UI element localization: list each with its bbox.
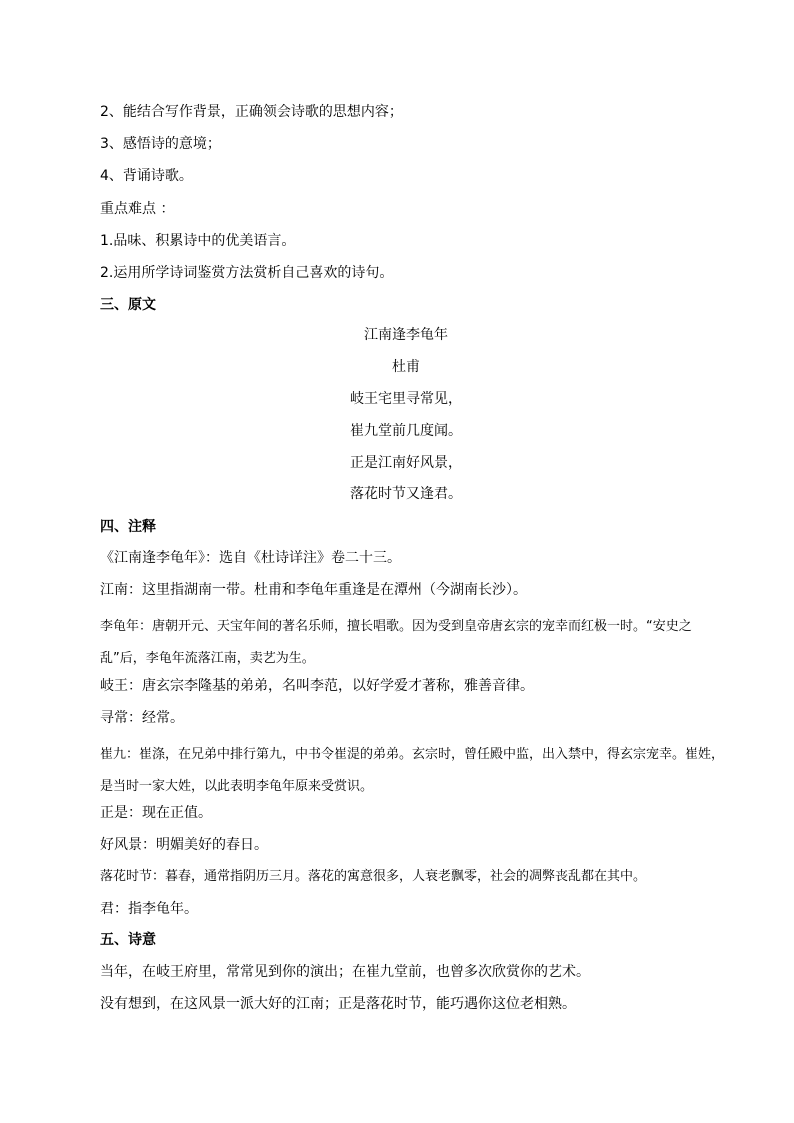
- poem-title: 江南逢李龟年: [364, 327, 448, 343]
- section-heading-notes: 四、注释: [100, 519, 156, 535]
- poem-line-2: 崔九堂前几度闻。: [350, 423, 462, 439]
- poem-author: 杜甫: [392, 359, 420, 375]
- note-qiwang: 岐王：唐玄宗李隆基的弟弟，名叫李范，以好学爱才著称，雅善音律。: [100, 678, 534, 694]
- note-xunchang: 寻常：经常。: [100, 710, 184, 726]
- key-point-2: 2.运用所学诗词鉴赏方法赏析自己喜欢的诗句。: [100, 265, 394, 281]
- note-jiangnan: 江南：这里指湖南一带。杜甫和李龟年重逢是在潭州（今湖南长沙）。: [100, 582, 527, 598]
- section-heading-meaning: 五、诗意: [100, 932, 156, 948]
- objective-2: 2、能结合写作背景，正确领会诗歌的思想内容；: [100, 104, 403, 120]
- note-source: 《江南逢李龟年》：选自《杜诗详注》卷二十三。: [100, 550, 401, 566]
- meaning-paragraph-2: 没有想到，在这风景一派大好的江南；正是落花时节，能巧遇你这位老相熟。: [100, 996, 576, 1012]
- key-point-1: 1.品味、积累诗中的优美语言。: [100, 233, 296, 249]
- note-hao-fengjing: 好风景：明媚美好的春日。: [100, 837, 268, 853]
- poem-line-3: 正是江南好风景，: [350, 455, 462, 471]
- key-points-label: 重点难点 ：: [100, 201, 175, 217]
- note-zhengshi: 正是：现在正值。: [100, 805, 212, 821]
- note-li-guinian: 李龟年：唐朝开元、天宝年间的著名乐师，擅长唱歌。因为受到皇帝唐玄宗的宠幸而红极一时。“安史之乱”后，李龟年流落江南，卖艺为生。: [100, 619, 692, 666]
- poem-line-1: 岐王宅里寻常见，: [350, 391, 462, 407]
- note-cuijiu: 崔九：崔涤，在兄弟中排行第九，中书令崔湜的弟弟。玄宗时，曾任殿中监，出入禁中，得玄宗宠幸。崔姓，是当时一家大姓，以此表明李龟年原来受赏识。: [100, 747, 725, 794]
- objective-3: 3、感悟诗的意境；: [100, 136, 221, 152]
- meaning-paragraph-1: 当年，在岐王府里，常常见到你的演出；在崔九堂前，也曾多次欣赏你的艺术。: [100, 964, 590, 980]
- objective-4: 4、背诵诗歌。: [100, 168, 193, 184]
- note-luohua-shijie: 落花时节：暮春，通常指阴历三月。落花的寓意很多，人衰老飘零，社会的凋弊丧乱都在其中。: [100, 869, 647, 884]
- note-jun: 君：指李龟年。: [100, 901, 198, 917]
- poem-line-4: 落花时节又逢君。: [350, 486, 462, 502]
- section-heading-original-text: 三、原文: [100, 297, 156, 313]
